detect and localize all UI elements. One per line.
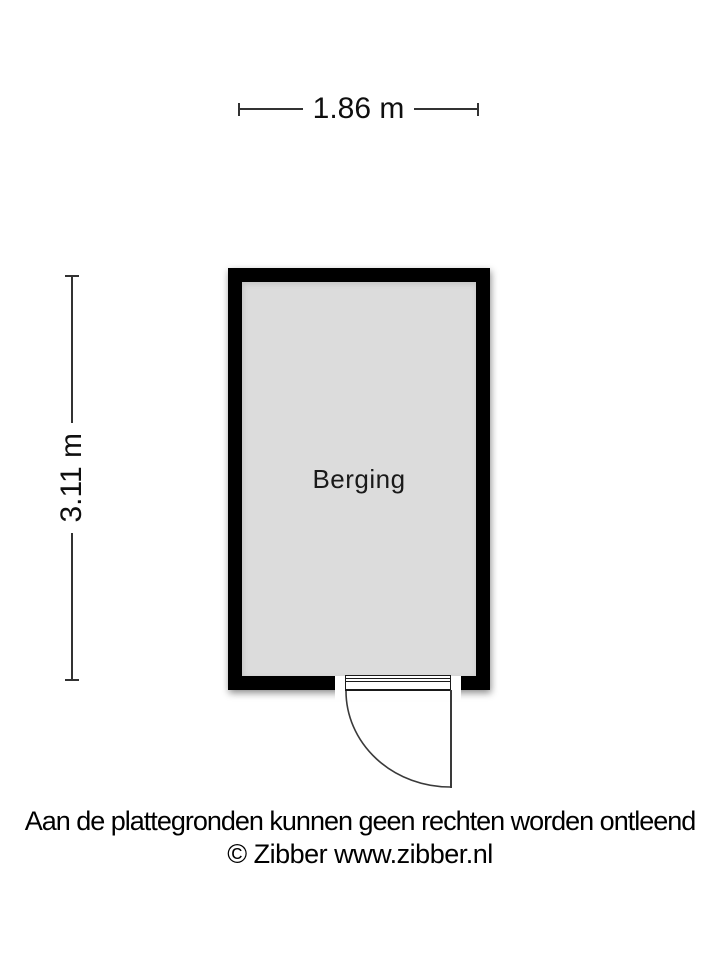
dimension-line-bottom-segment [71,533,73,679]
door-swing-arc [344,690,454,792]
dimension-tick-bottom [65,679,79,681]
door-threshold [345,675,451,691]
dimension-tick-right [477,103,479,116]
dimension-line-right-segment [414,108,477,110]
disclaimer-text: Aan de plattegronden kunnen geen rechten worden ontleend [24,806,696,836]
dimension-width-label: 1.86 m [312,92,405,125]
dimension-height [57,275,87,681]
footer [0,806,720,870]
room-label: Berging [312,463,406,494]
room-berging [228,268,490,690]
dimension-line-left-segment [240,108,303,110]
dimension-width [238,94,479,124]
copyright-text: © Zibber www.zibber.nl [227,839,493,870]
dimension-line-top-segment [71,277,73,423]
dimension-height-label: 3.11 m [55,433,88,523]
